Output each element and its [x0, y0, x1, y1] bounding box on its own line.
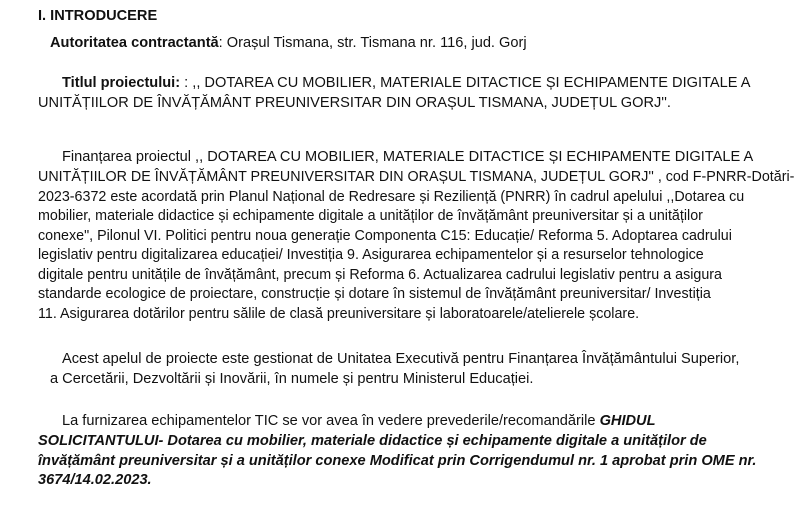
financing-paragraph: [38, 168, 794, 324]
call-line-2: a Cercetării, Dezvoltării și Inovării, în numele și pentru Ministerul Educației.: [50, 371, 534, 387]
contracting-authority: [50, 34, 527, 54]
call-line-1: Acest apelul de proiecte este gestionat de Unitatea Executivă pentru Finanțarea Învățământului Superior,: [62, 351, 740, 367]
guide-title-line: 3674/14.02.2023.: [38, 472, 152, 488]
supply-intro-text: La furnizarea echipamentelor TIC se vor avea în vedere prevederile/recomandările: [62, 413, 600, 429]
authority-value: : Orașul Tismana, str. Tismana nr. 116, jud. Gorj: [218, 35, 527, 51]
project-title-text: : ,, DOTAREA CU MOBILIER, MATERIALE DITACTICE ȘI ECHIPAMENTE DIGITALE A: [180, 75, 751, 91]
project-title-line-1: [62, 74, 750, 94]
financing-line: 2023-6372 este acordată prin Planul Național de Redresare și Reziliență (PNRR) în cadrul apelului ,,Dotarea cu: [38, 188, 745, 205]
financing-first-line: Finanțarea proiectul ,, DOTAREA CU MOBILIER, MATERIALE DITACTICE ȘI ECHIPAMENTE DIGITALE A: [62, 149, 754, 165]
guide-title-line: SOLICITANTULUI- Dotarea cu mobilier, materiale didactice și echipamente digitale a unităților de: [38, 433, 707, 449]
financing-line: mobilier, materiale didactice și echipamente digitale a unităților de învățământ preuniversitar și a unităților: [38, 208, 703, 224]
section-heading: I. INTRODUCERE: [38, 8, 158, 24]
financing-line: conexe", Pilonul VI. Politici pentru noua generație Componenta C15: Educație/ Reforma 5. Adoptarea cadrului: [38, 227, 732, 244]
guide-title-start: GHIDUL: [599, 413, 656, 429]
project-title-line-2: UNITĂȚIILOR DE ÎNVĂȚĂMÂNT PREUNIVERSITAR DIN ORAȘUL TISMANA, JUDEȚUL GORJ''.: [38, 95, 671, 111]
financing-line: digitale pentru unitățile de învățământ, precum și Reforma 6. Actualizarea cadrului legislativ pentru a asigura: [38, 266, 722, 283]
financing-line: legislativ pentru digitalizarea educației/ Investiția 9. Asigurarea echipamentelor și a resurselor tehnologice: [38, 247, 704, 263]
financing-line: standarde ecologice de proiectare, construcție și dotare în sistemul de învățământ preuniversitar/ Investiția: [38, 286, 711, 302]
financing-line: 11. Asigurarea dotărilor pentru sălile de clasă preuniversitare și laboratoarele/atelierele școlare.: [38, 305, 640, 322]
supply-first-line: [62, 412, 656, 432]
guide-title: [38, 432, 756, 491]
financing-line: UNITĂȚIILOR DE ÎNVĂȚĂMÂNT PREUNIVERSITAR DIN ORAȘUL TISMANA, JUDEȚUL GORJ'' , cod F-PNRR-Dotări-: [38, 169, 795, 185]
project-title-label: Titlul proiectului:: [62, 75, 181, 91]
authority-label: Autoritatea contractantă: [50, 35, 219, 51]
guide-title-line: învățământ preuniversitar și a unităților conexe Modificat prin Corrigendumul nr. 1 aprobat prin OME nr.: [38, 452, 757, 469]
